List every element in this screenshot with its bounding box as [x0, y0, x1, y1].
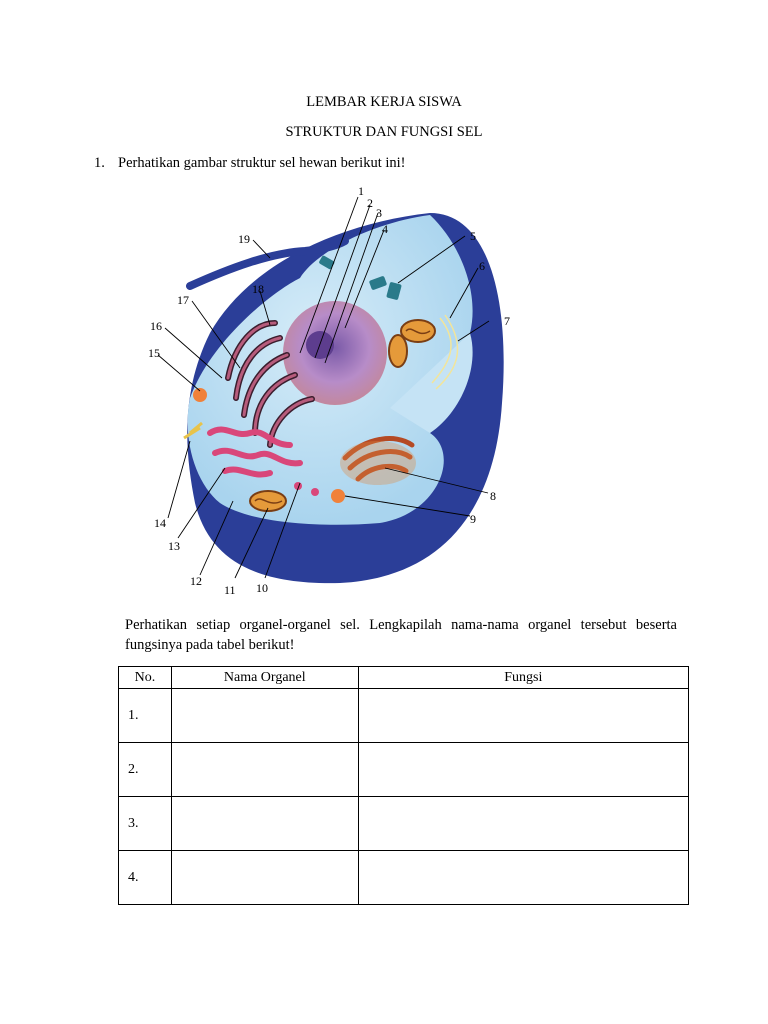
organel-cell[interactable]	[171, 797, 358, 851]
table-row	[119, 743, 689, 797]
row-number: 4.	[119, 851, 172, 905]
organel-cell[interactable]	[171, 689, 358, 743]
figure-label: 12	[190, 574, 202, 588]
figure-label: 13	[168, 539, 180, 553]
figure-label: 6	[479, 259, 485, 273]
mitochondrion-shape	[401, 320, 435, 342]
question-number: 1.	[94, 155, 105, 171]
figure-label: 2	[367, 196, 373, 210]
figure-label: 15	[148, 346, 160, 360]
header-no: No.	[119, 667, 172, 689]
row-number: 1.	[119, 689, 172, 743]
figure-label: 14	[154, 516, 166, 530]
figure-label: 19	[238, 232, 250, 246]
figure-label: 17	[177, 293, 189, 307]
figure-label: 11	[224, 583, 236, 597]
figure-label: 10	[256, 581, 268, 595]
figure-label: 7	[504, 314, 510, 328]
table-row	[119, 851, 689, 905]
header-organel: Nama Organel	[171, 667, 358, 689]
worksheet-title: LEMBAR KERJA SISWA	[306, 94, 462, 110]
figure-label: 16	[150, 319, 162, 333]
row-number: 3.	[119, 797, 172, 851]
lysosome-shape	[193, 388, 207, 402]
figure-label: 9	[470, 512, 476, 526]
fungsi-cell[interactable]	[358, 743, 688, 797]
figure-label: 8	[490, 489, 496, 503]
table-row	[119, 689, 689, 743]
question-text: Perhatikan gambar struktur sel hewan berikut ini!	[118, 155, 406, 171]
table-row	[119, 797, 689, 851]
organel-cell[interactable]	[171, 851, 358, 905]
figure-label: 4	[382, 222, 388, 236]
figure-label: 3	[376, 206, 382, 220]
animal-cell-diagram	[140, 183, 540, 598]
figure-label: 1	[358, 184, 364, 198]
table-instruction: Perhatikan setiap organel-organel sel. Lengkapilah nama-nama organel tersebut beserta fungsinya pada tabel berikut!	[125, 617, 677, 653]
nucleus-shape	[283, 301, 387, 405]
worksheet-subtitle: STRUKTUR DAN FUNGSI SEL	[285, 124, 483, 140]
row-number: 2.	[119, 743, 172, 797]
fungsi-cell[interactable]	[358, 689, 688, 743]
question-1	[94, 155, 406, 172]
organelle-table	[118, 666, 689, 905]
header-fungsi: Fungsi	[358, 667, 688, 689]
table-header-row	[119, 667, 689, 689]
figure-label: 18	[252, 282, 264, 296]
organel-cell[interactable]	[171, 743, 358, 797]
fungsi-cell[interactable]	[358, 797, 688, 851]
fungsi-cell[interactable]	[358, 851, 688, 905]
figure-label: 5	[470, 229, 476, 243]
